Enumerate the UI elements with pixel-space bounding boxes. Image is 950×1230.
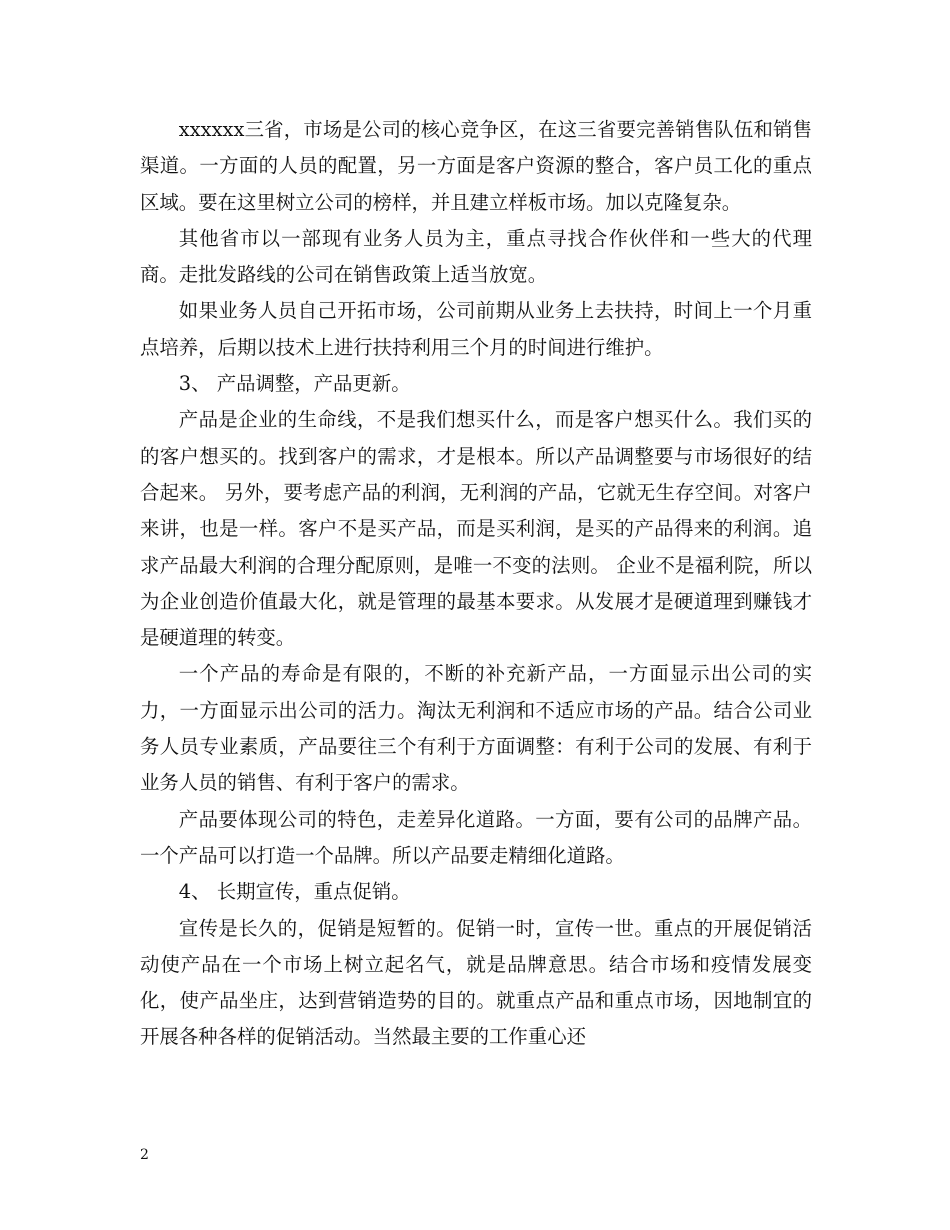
paragraph-self-developed-market: 如果业务人员自己开拓市场，公司前期从业务上去扶持，时间上一个月重点培养，后期以技术上进行扶持利用三个月的时间进行维护。	[140, 299, 812, 359]
paragraph-product-differentiation: 产品要体现公司的特色，走差异化道路。一方面，要有公司的品牌产品。一个产品可以打造一个品牌。所以产品要走精细化道路。	[140, 807, 812, 867]
section-heading-product-adjustment: 3、 产品调整，产品更新。	[178, 372, 411, 396]
paragraph-core-provinces: xxxxxx三省，市场是公司的核心竞争区，在这三省要完善销售队伍和销售渠道。一方面的人员的配置，另一方面是客户资源的整合，客户员工化的重点区域。要在这里树立公司的榜样，并且建立样板市场。加以克隆复杂。	[140, 118, 812, 214]
page-number: 2	[140, 1147, 149, 1163]
paragraph-other-provinces: 其他省市以一部现有业务人员为主，重点寻找合作伙伴和一些大的代理商。走批发路线的公司在销售政策上适当放宽。	[140, 226, 812, 287]
paragraph-product-lifespan: 一个产品的寿命是有限的，不断的补充新产品，一方面显示出公司的实力，一方面显示出公司的活力。淘汰无利润和不适应市场的产品。结合公司业务人员专业素质，产品要往三个有利于方面调整：有利于公司的发展、有利于业务人员的销售、有利于客户的需求。	[140, 662, 812, 795]
paragraph-product-lifeline: 产品是企业的生命线，不是我们想买什么，而是客户想买什么。我们买的的客户想买的。找到客户的需求，才是根本。所以产品调整要与市场很好的结合起来。 另外，要考虑产品的利润，无利润的产品，它就无生存空间。对客户来讲，也是一样。客户不是买产品，而是买利润，是买的产品得来的利润。追求产品最大利润的合理分配原则，是唯一不变的法则。 企业不是福利院，所以为企业创造价值最大化，就是管理的最基本要求。从发展才是硬道理到赚钱才是硬道理的转变。	[140, 408, 812, 650]
paragraph-promotion: 宣传是长久的，促销是短暂的。促销一时，宣传一世。重点的开展促销活动使产品在一个市场上树立起名气，就是品牌意思。结合市场和疫情发展变化，使产品坐庄，达到营销造势的目的。就重点产品和重点市场，因地制宜的开展各种各样的促销活动。当然最主要的工作重心还	[140, 916, 812, 1049]
section-heading-promotion: 4、 长期宣传，重点促销。	[178, 880, 411, 904]
body-text	[140, 112, 812, 1056]
